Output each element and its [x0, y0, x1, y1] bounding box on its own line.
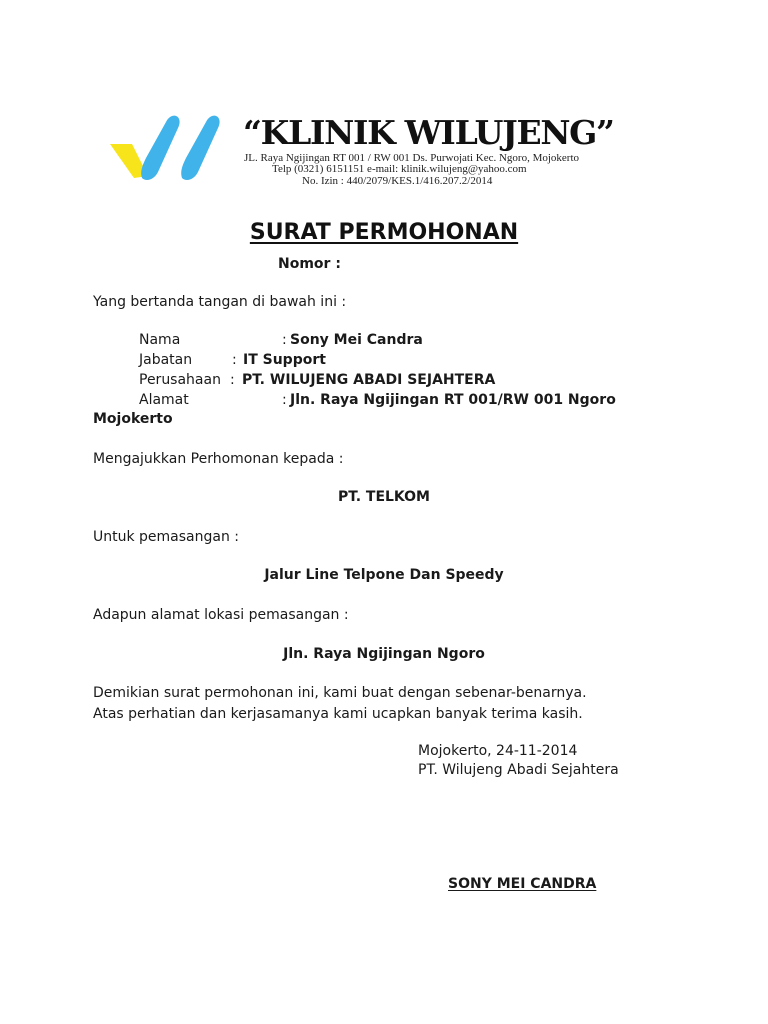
clinic-license: No. Izin : 440/2079/KES.1/416.207.2/2014 — [302, 175, 493, 187]
letter-number-label: Nomor : — [278, 256, 341, 272]
clinic-contact: Telp (0321) 6151151 e-mail: klinik.wilujeng@yahoo.com — [272, 163, 527, 175]
field-company-label: Perusahaan — [139, 372, 221, 388]
installation-label: Untuk pemasangan : — [93, 529, 240, 545]
field-address-label: Alamat — [139, 392, 189, 408]
logo-blue-stroke-left — [141, 116, 179, 180]
field-position-colon: : — [232, 352, 237, 368]
field-name-value: Sony Mei Candra — [290, 332, 423, 348]
field-position-value: IT Support — [243, 352, 326, 368]
field-company-colon: : — [230, 372, 235, 388]
logo-blue-stroke-right — [181, 116, 219, 180]
clinic-name: “KLINIK WILUJENG” — [243, 113, 614, 152]
klinik-wilujeng-logo-icon — [108, 112, 226, 184]
recipient: PT. TELKOM — [338, 489, 430, 505]
closing-line-2: Atas perhatian dan kerjasamanya kami ucapkan banyak terima kasih. — [93, 706, 583, 722]
field-company-value: PT. WILUJENG ABADI SEJAHTERA — [242, 372, 496, 388]
signing-company: PT. Wilujeng Abadi Sejahtera — [418, 762, 619, 778]
installation-location: Jln. Raya Ngijingan Ngoro — [283, 646, 485, 662]
closing-line-1: Demikian surat permohonan ini, kami buat dengan sebenar-benarnya. — [93, 685, 587, 701]
signer-name: SONY MEI CANDRA — [448, 876, 597, 892]
field-address-colon: : — [282, 392, 287, 408]
apply-text: Mengajukkan Perhomonan kepada : — [93, 451, 344, 467]
place-date: Mojokerto, 24-11-2014 — [418, 743, 578, 759]
field-name-label: Nama — [139, 332, 181, 348]
installation-item: Jalur Line Telpone Dan Speedy — [264, 567, 504, 583]
field-position-label: Jabatan — [139, 352, 193, 368]
intro-text: Yang bertanda tangan di bawah ini : — [93, 294, 347, 310]
location-label: Adapun alamat lokasi pemasangan : — [93, 607, 349, 623]
clinic-address: JL. Raya Ngijingan RT 001 / RW 001 Ds. Purwojati Kec. Ngoro, Mojokerto — [244, 152, 580, 164]
letter-title: SURAT PERMOHONAN — [249, 220, 519, 245]
field-address-value-continued: Mojokerto — [93, 411, 173, 427]
field-address-value: Jln. Raya Ngijingan RT 001/RW 001 Ngoro — [290, 392, 616, 408]
field-name-colon: : — [282, 332, 287, 348]
